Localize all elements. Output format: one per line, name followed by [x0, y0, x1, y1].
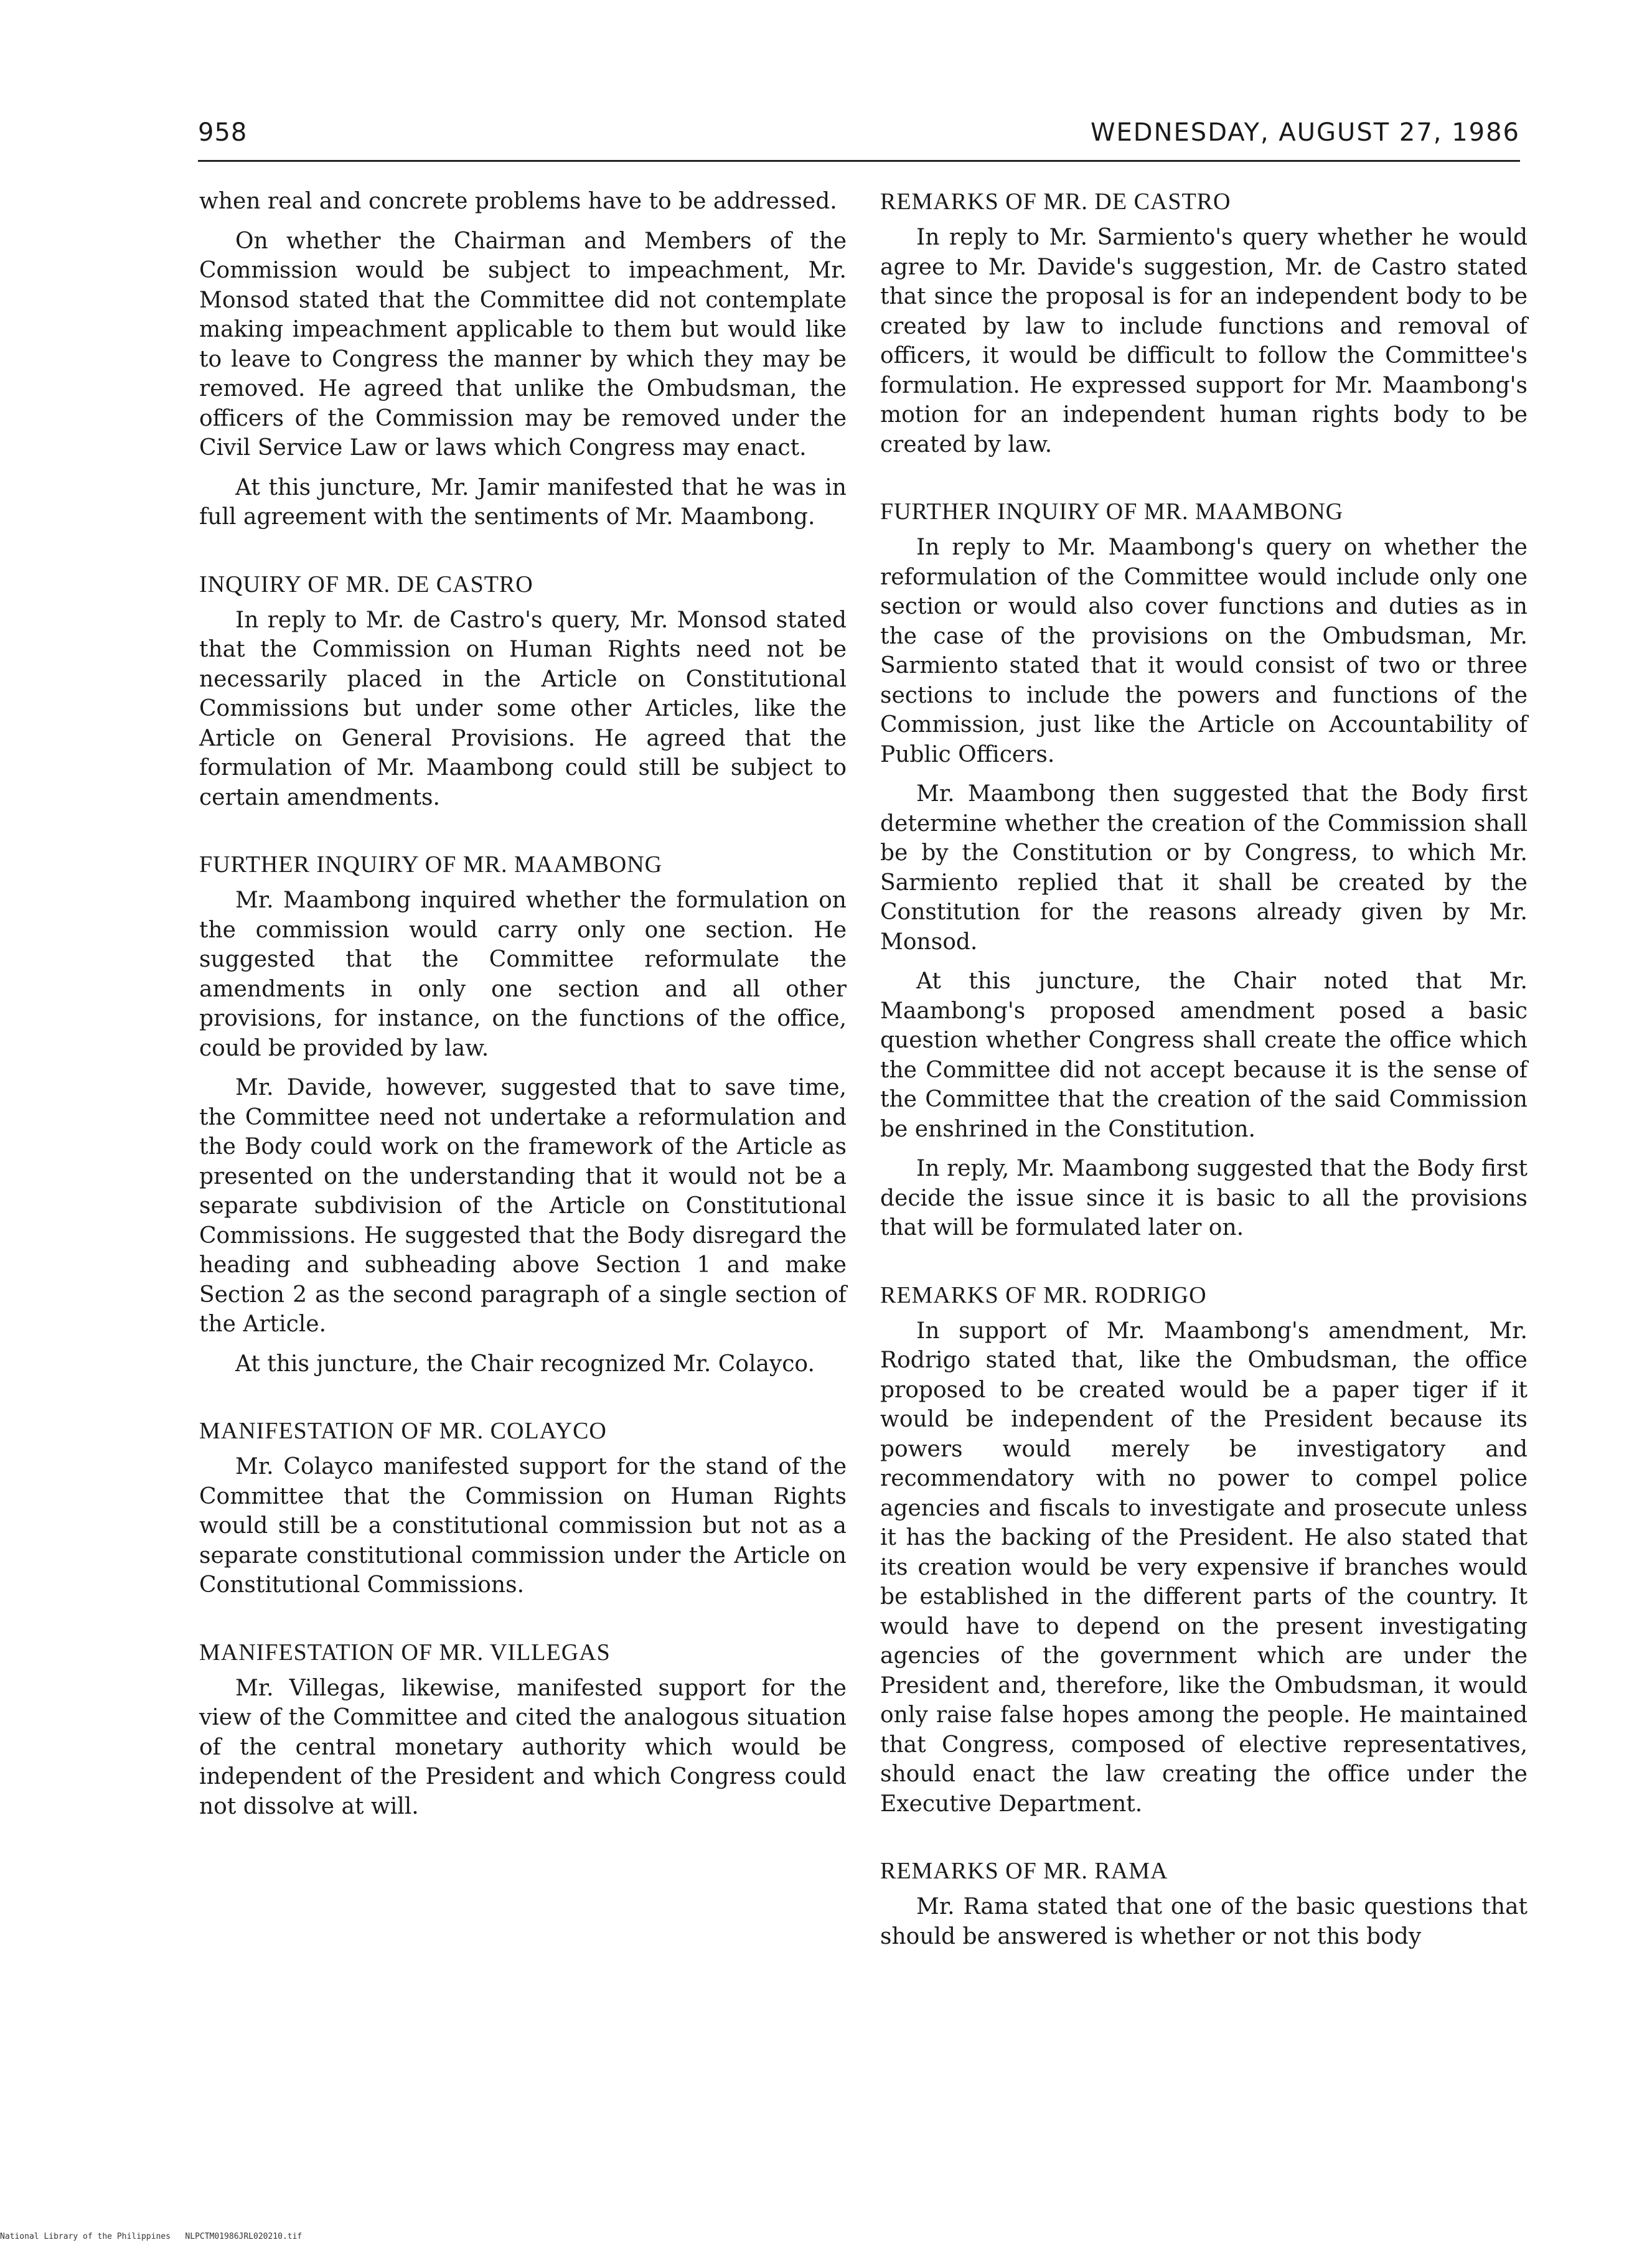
paragraph: Mr. Davide, however, suggested that to save time, the Committee need not undertake a reformulation and the Body could work on the framework of the Article as presented on the understanding that it would not be a separate subdivision of the Article on Constitutional Commissions. He suggested that the Body disregard the heading and subheading above Section 1 and make Section 2 as the second paragraph of a single section of the Article.: [199, 1075, 847, 1337]
section-heading: MANIFESTATION OF MR. VILLEGAS: [199, 1639, 611, 1666]
section-heading: INQUIRY OF MR. DE CASTRO: [199, 571, 533, 598]
paragraph: On whether the Chairman and Members of the Commission would be subject to impeachment, Mr. Monsod stated that the Committee did not contemplate making impeachment applicable to them but would like to leave to Congress the manner by which they may be removed. He agreed that unlike the Ombudsman, the officers of the Commission may be removed under the Civil Service Law or laws which Congress may enact.: [199, 228, 847, 461]
paragraph: when real and concrete problems have to be addressed.: [199, 189, 837, 214]
paragraph: Mr. Rama stated that one of the basic questions that should be answered is whether or not this body: [880, 1894, 1528, 1949]
paragraph: Mr. Maambong inquired whether the formulation on the commission would carry only one section. He suggested that the Committee reformulate the amendments in only one section and all other provisions, for instance, on the functions of the office, could be provided by law.: [199, 888, 847, 1061]
paragraph: At this juncture, the Chair noted that Mr. Maambong's proposed amendment posed a basic question whether Congress shall create the office which the Committee did not accept because it is the sense of the Committee that the creation of the said Commission be enshrined in the Constitution.: [880, 968, 1528, 1142]
section-heading: MANIFESTATION OF MR. COLAYCO: [199, 1418, 607, 1444]
header-divider: [198, 160, 1520, 162]
paragraph: In support of Mr. Maambong's amendment, Mr. Rodrigo stated that, like the Ombudsman, the office proposed to be created would be a paper tiger if it would be independent of the President because its powers would merely be investigatory and recommendatory with no power to compel police agencies and fiscals to investigate and prosecute unless it has the backing of the President. He also stated that its creation would be very expensive if branches would be established in the different parts of the country. It would have to depend on the present investigating agencies of the government which are under the President and, therefore, like the Ombudsman, it would only raise false hopes among the people. He maintained that Congress, composed of elective representatives, should enact the law creating the office under the Executive Department.: [880, 1318, 1528, 1817]
page-date: WEDNESDAY, AUGUST 27, 1986: [1090, 118, 1520, 147]
section-heading: REMARKS OF MR. RAMA: [880, 1858, 1168, 1884]
page-number: 958: [198, 118, 248, 147]
paragraph: Mr. Maambong then suggested that the Body first determine whether the creation of the Commission shall be by the Constitution or by Congress, to which Mr. Sarmiento replied that it shall be created by the Constitution for the reasons already given by Mr. Monsod.: [880, 781, 1528, 955]
left-column: [199, 187, 847, 1831]
section-heading: REMARKS OF MR. DE CASTRO: [880, 189, 1231, 215]
scan-footer: [0, 2232, 302, 2241]
paragraph: In reply to Mr. Maambong's query on whether the reformulation of the Committee would include only one section or would also cover functions and duties as in the case of the provisions on the Ombudsman, Mr. Sarmiento stated that it would consist of two or three sections to include the powers and functions of the Commission, just like the Article on Accountability of Public Officers.: [880, 535, 1528, 767]
paragraph: At this juncture, Mr. Jamir manifested that he was in full agreement with the sentiments of Mr. Maambong.: [199, 474, 847, 530]
paragraph: Mr. Colayco manifested support for the stand of the Committee that the Commission on Human Rights would still be a constitutional commission but not as a separate constitutional commission under the Article on Constitutional Commissions.: [199, 1454, 847, 1598]
paragraph: Mr. Villegas, likewise, manifested support for the view of the Committee and cited the analogous situation of the central monetary authority which would be independent of the President and which Congress could not dissolve at will.: [199, 1675, 847, 1819]
paragraph: In reply to Mr. de Castro's query, Mr. Monsod stated that the Commission on Human Rights need not be necessarily placed in the Article on Constitutional Commissions but under some other Articles, like the Article on General Provisions. He agreed that the formulation of Mr. Maambong could still be subject to certain amendments.: [199, 607, 847, 810]
right-column: [880, 187, 1528, 1961]
paragraph: In reply, Mr. Maambong suggested that the Body first decide the issue since it is basic to all the provisions that will be formulated later on.: [880, 1156, 1528, 1240]
section-heading: FURTHER INQUIRY OF MR. MAAMBONG: [199, 851, 663, 878]
section-heading: FURTHER INQUIRY OF MR. MAAMBONG: [880, 499, 1344, 525]
paragraph: In reply to Mr. Sarmiento's query whether he would agree to Mr. Davide's suggestion, Mr. de Castro stated that since the proposal is for an independent body to be created by law to include functions and removal of officers, it would be difficult to follow the Committee's formulation. He expressed support for Mr. Maambong's motion for an independent human rights body to be created by law.: [880, 225, 1528, 457]
section-heading: REMARKS OF MR. RODRIGO: [880, 1282, 1207, 1308]
footer-filename: NLPCTM01986JRL020210.tif: [185, 2232, 303, 2241]
footer-library: National Library of the Philippines: [0, 2232, 171, 2241]
paragraph: At this juncture, the Chair recognized Mr. Colayco.: [235, 1351, 815, 1377]
